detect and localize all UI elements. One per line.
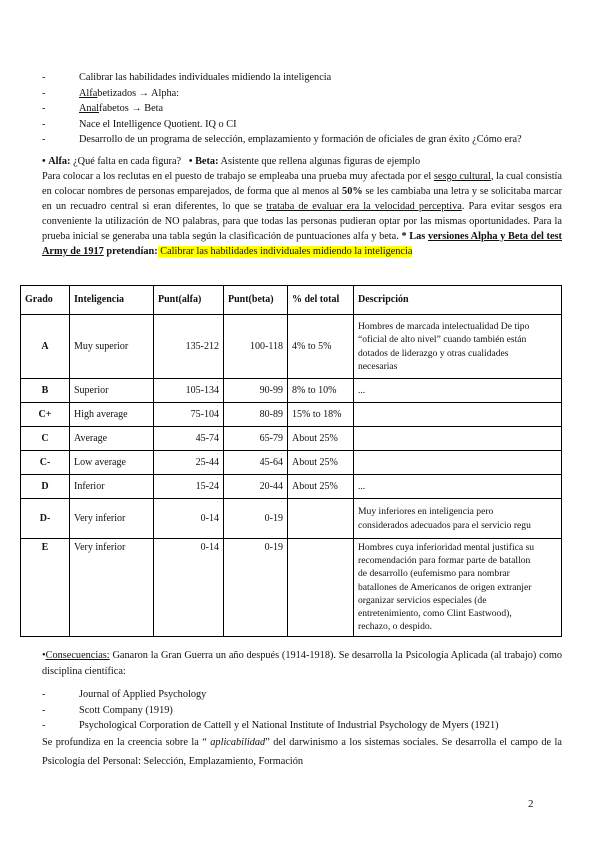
page-number: 2 — [528, 798, 534, 810]
consecuencias-list — [42, 688, 572, 735]
highlighted-text: Calibrar las habilidades individuales midiendo la inteligencia — [157, 245, 413, 257]
description-cell: Muy inferiores en inteligencia pero considerados adecuados para el servicio regu — [354, 499, 562, 539]
column-header: Inteligencia — [70, 286, 154, 315]
list-item: - Alfa betizados → Alpha: — [42, 87, 180, 99]
table-row: C Average 45-74 65-79 About 25% — [21, 427, 562, 451]
list-item: - Desarrollo de un programa de selección, emplazamiento y formación de oficiales de gran éxito ¿Cómo era? — [42, 134, 522, 145]
list-item: - Journal of Applied Psychology — [42, 689, 207, 700]
table-row: B Superior 105-134 90-99 8% to 10% ... — [21, 379, 562, 403]
description-cell: Hombres cuya inferioridad mental justifica su recomendación para formar parte de batallon de desarrollo (eufemismo para nombrar batallones de Americanos de origen extranjer organizar servicios especiales (de entretenimiento, como Clint Eastwood), rechazo, o despido. — [354, 539, 562, 637]
table-row: E Very inferior 0-14 0-19 Hombres cuya inferioridad mental justifica su recomendación para formar parte de batallon de desarrollo (eufemismo para nombrar batallones de Americanos de origen extranjer organizar servicios especiales (de entretenimiento, como Clint Eastwood), rechazo, o despido. — [21, 539, 562, 637]
column-header: % del total — [288, 286, 354, 315]
army-test-grades-table — [20, 285, 562, 637]
list-item: - Anal fabetos → Beta — [42, 103, 164, 114]
column-header: Punt(beta) — [224, 286, 288, 315]
column-header: Descripción — [354, 286, 562, 315]
consecuencias-paragraph: •Consecuencias: Ganaron la Gran Guerra un año después (1914-1918). Se desarrolla la Psicología Aplicada (al trabajo) como disciplina científica: — [42, 650, 562, 678]
column-header: Punt(alfa) — [154, 286, 224, 315]
list-item: - Calibrar las habilidades individuales midiendo la inteligencia — [42, 72, 332, 83]
description-cell: Hombres de marcada intelectualidad De tipo “oficial de alto nivel” cuando también están dotados de liderazgo y otras cualidades necesarias — [354, 315, 562, 379]
table-header-row — [21, 286, 562, 315]
list-item: - Scott Company (1919) — [42, 704, 173, 716]
list-item: - Nace el Intelligence Quotient. IQ o CI — [42, 118, 237, 130]
closing-paragraph: Se profundiza en la creencia sobre la “ aplicabilidad” del darwinismo a los sistemas sociales. Se desarrolla el campo de la Psicología del Personal: Selección, Emplazamiento, Formación — [42, 737, 562, 767]
table-row: D- Very inferior 0-14 0-19 Muy inferiores en inteligencia pero considerados adecuados para el servicio regu — [21, 499, 562, 539]
intro-bullet-list — [42, 71, 572, 149]
table-row: A Muy superior 135-212 100-118 4% to 5% Hombres de marcada intelectualidad De tipo “oficial de alto nivel” cuando también están dotados de liderazgo y otras cualidades necesarias — [21, 315, 562, 379]
alfa-beta-line: • Alfa: ¿Qué falta en cada figura? • Beta: Asistente que rellena algunas figuras de ejemplo — [42, 156, 421, 167]
table-row: D Inferior 15-24 20-44 About 25% ... — [21, 475, 562, 499]
table-row: C- Low average 25-44 45-64 About 25% — [21, 451, 562, 475]
alfa-beta-paragraph — [42, 155, 562, 259]
reclutas-paragraph: Para colocar a los reclutas en el puesto de trabajo se empleaba una prueba muy afectada por el sesgo cultural, la cual consistía en colocar nombres de personas emparejados, de forma que al menos al 50% se les cambiaba una letra y se solicitaba marcar en un recuadro central si eran diferentes, lo que se trataba de evaluar era la velocidad perceptiva. Para evitar sesgos era conveniente la utilización de NO palabras, para que todas las personas pudieran optar por las mismas oportunidades. Para la prueba inicial se generaba una tabla según la clasificación de puntuaciones alfa y beta. * Las versiones Alpha y Beta del test Army de 1917 pretendían: Calibrar las habilidades individuales midiendo la inteligencia — [42, 170, 562, 257]
column-header: Grado — [21, 286, 70, 315]
table-row: C+ High average 75-104 80-89 15% to 18% — [21, 403, 562, 427]
list-item: - Psychological Corporation de Cattell y el National Institute of Industrial Psychology de Myers (1921) — [42, 720, 499, 731]
